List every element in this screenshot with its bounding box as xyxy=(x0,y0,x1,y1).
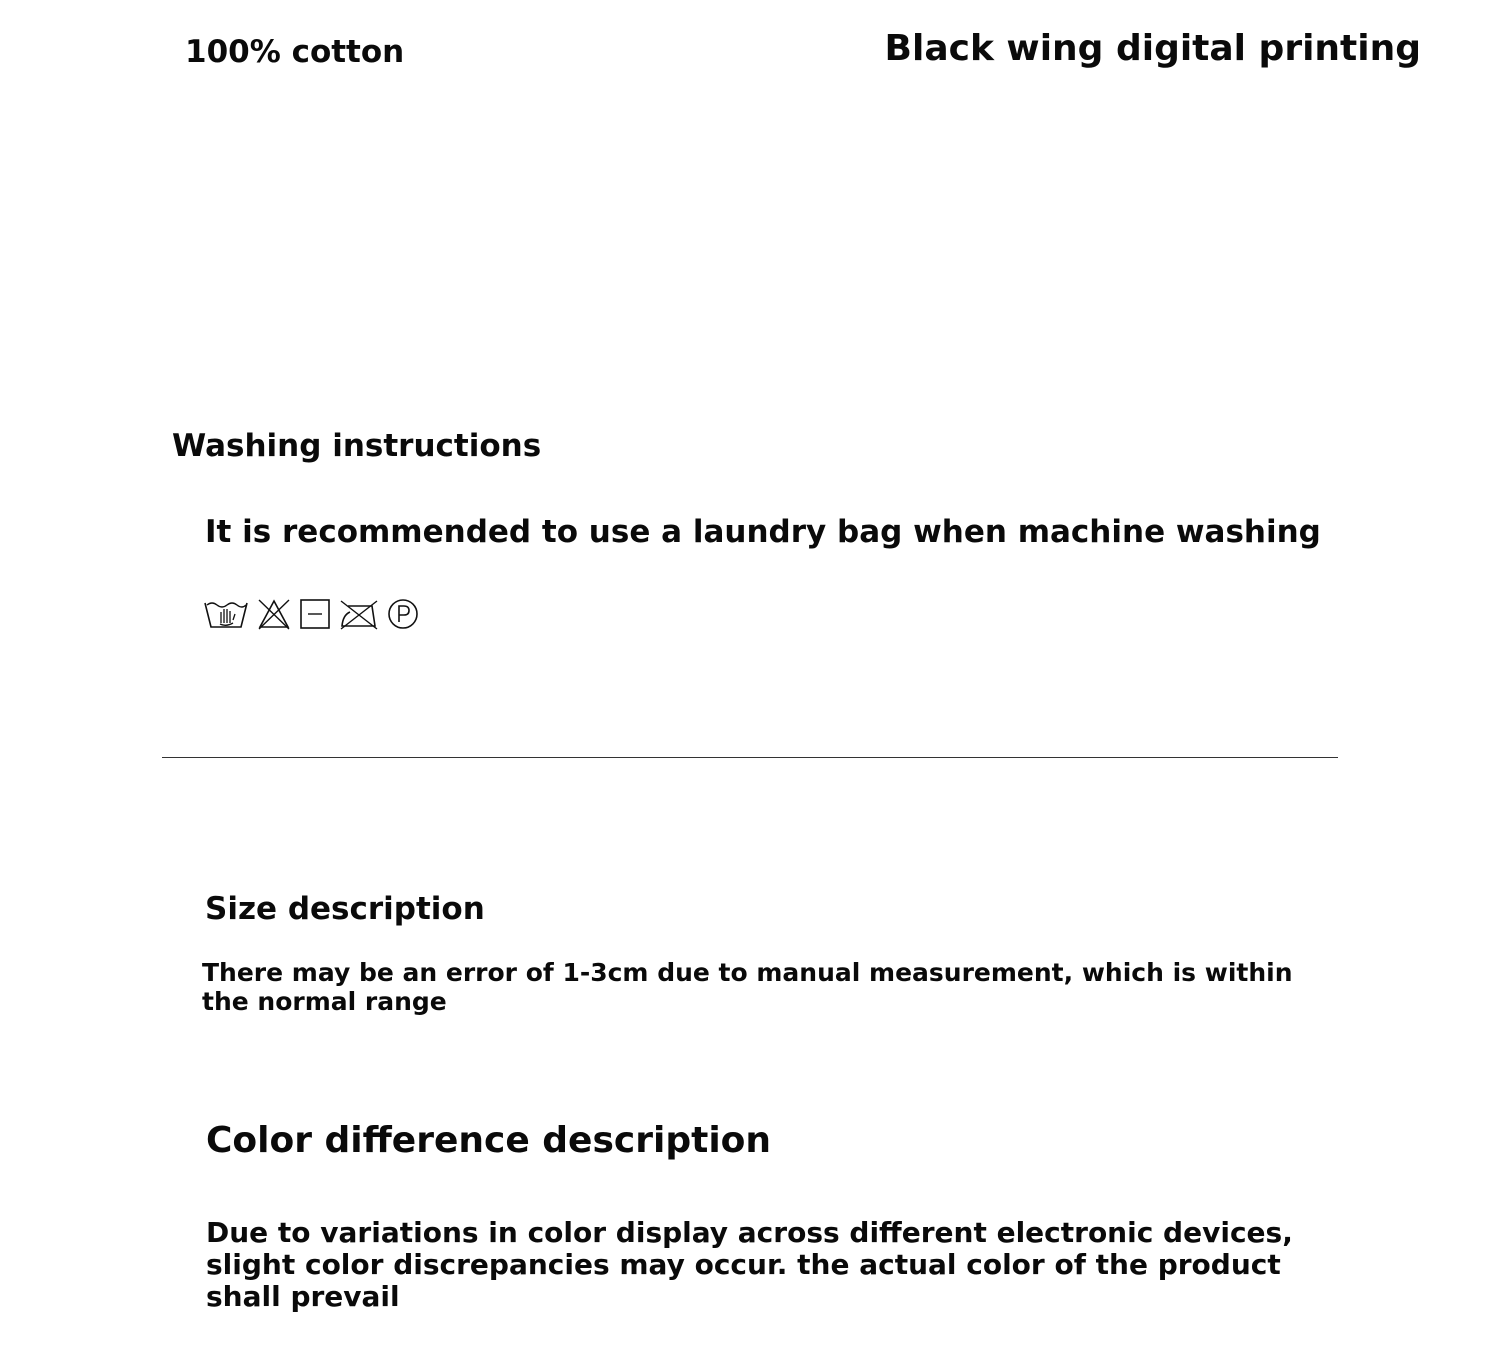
professional-dry-clean-p-icon xyxy=(387,598,419,630)
do-not-bleach-icon xyxy=(257,598,291,630)
color-difference-note: Due to variations in color display across different electronic devices, slight color discrepancies may occur. the actual color of the product shall prevail xyxy=(206,1216,1293,1313)
washing-instructions-note: It is recommended to use a laundry bag when machine washing xyxy=(205,514,1321,550)
size-description-heading: Size description xyxy=(205,891,485,927)
section-divider xyxy=(162,757,1338,758)
dry-flat-icon xyxy=(299,598,331,630)
hand-wash-icon xyxy=(203,598,249,630)
color-difference-heading: Color difference description xyxy=(206,1120,772,1161)
do-not-iron-icon xyxy=(339,598,379,630)
print-name-title: Black wing digital printing xyxy=(884,28,1421,69)
size-description-note: There may be an error of 1-3cm due to manual measurement, which is within the normal range xyxy=(202,958,1293,1016)
care-symbols xyxy=(203,598,419,630)
washing-instructions-heading: Washing instructions xyxy=(172,428,542,464)
material-label: 100% cotton xyxy=(185,34,405,70)
